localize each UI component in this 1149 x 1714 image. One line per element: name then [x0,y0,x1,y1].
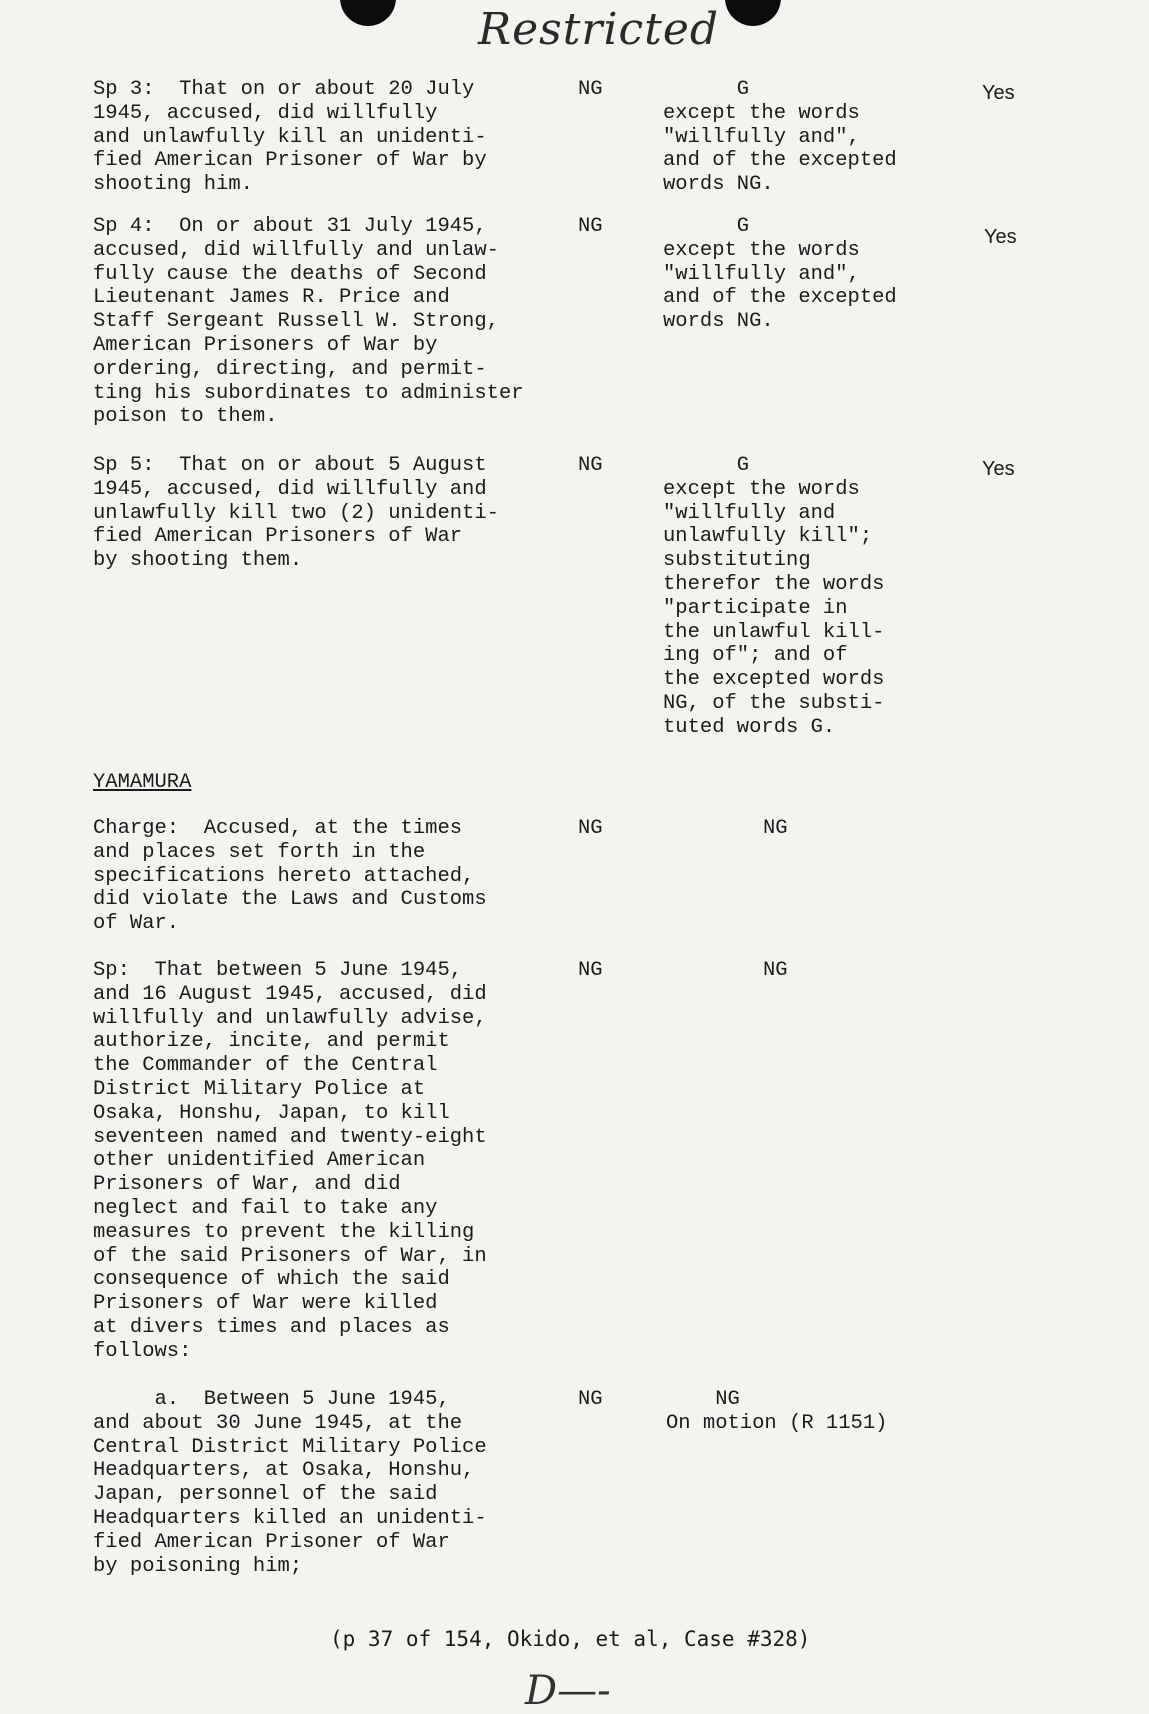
bottom-scrawl: D—- [525,1668,611,1714]
spec-5-plea: NG [578,454,603,477]
spec-4-text: Sp 4: On or about 31 July 1945, accused, did willfully and unlaw- fully cause the deaths of Second Lieutenant James R. Price and Staff Sergeant Russell W. Strong, American Prisoners of War by ordering, directing, and permit- ting his subordinates to administer poison to them. [93,215,524,429]
punch-hole-left [340,0,396,26]
sub-a-text: a. Between 5 June 1945, and about 30 June 1945, at the Central District Military Police Headquarters, at Osaka, Honshu, Japan, personnel of the said Headquarters killed an unidenti- fied American Prisoner of War by poisoning him; [93,1388,487,1578]
sp-plea: NG [578,959,603,982]
spec-3-approved: Yes [982,82,1015,104]
charge-text: Charge: Accused, at the times and places set forth in the specifications hereto attached, did violate the Laws and Customs of War. [93,817,487,936]
spec-3-finding: G except the words "willfully and", and of the excepted words NG. [663,78,897,197]
spec-3-plea: NG [578,78,603,101]
spec-5-finding: G except the words "willfully and unlawfully kill"; substituting therefor the words "participate in the unlawful kill- ing of"; and of the excepted words NG, of the substi- tuted words G. [663,454,885,739]
spec-4-plea: NG [578,215,603,238]
restricted-stamp: Restricted [478,4,720,55]
punch-hole-right [725,0,781,26]
sp-text: Sp: That between 5 June 1945, and 16 August 1945, accused, did willfully and unlawfully advise, authorize, incite, and permit the Commander of the Central District Military Police at Osaka, Honshu, Japan, to kill seventeen named and twenty-eight other unidentified American Prisoners of War, and did neglect and fail to take any measures to prevent the killing of the said Prisoners of War, in consequence of which the said Prisoners of War were killed at divers times and places as follows: [93,959,487,1363]
spec-4-approved: Yes [984,226,1017,248]
spec-5-text: Sp 5: That on or about 5 August 1945, accused, did willfully and unlawfully kill two (2) unidenti- fied American Prisoners of War by shooting them. [93,454,499,573]
spec-4-finding: G except the words "willfully and", and of the excepted words NG. [663,215,897,334]
charge-finding: NG [763,817,788,840]
sub-a-finding: NG On motion (R 1151) [666,1388,888,1435]
sub-a-plea: NG [578,1388,603,1411]
page-footer: (p 37 of 154, Okido, et al, Case #328) [330,1627,811,1651]
spec-5-approved: Yes [982,458,1015,480]
sp-finding: NG [763,959,788,982]
spec-3-text: Sp 3: That on or about 20 July 1945, accused, did willfully and unlawfully kill an unidenti- fied American Prisoner of War by shooting him. [93,78,487,197]
section-heading: YAMAMURA [93,771,192,794]
charge-plea: NG [578,817,603,840]
